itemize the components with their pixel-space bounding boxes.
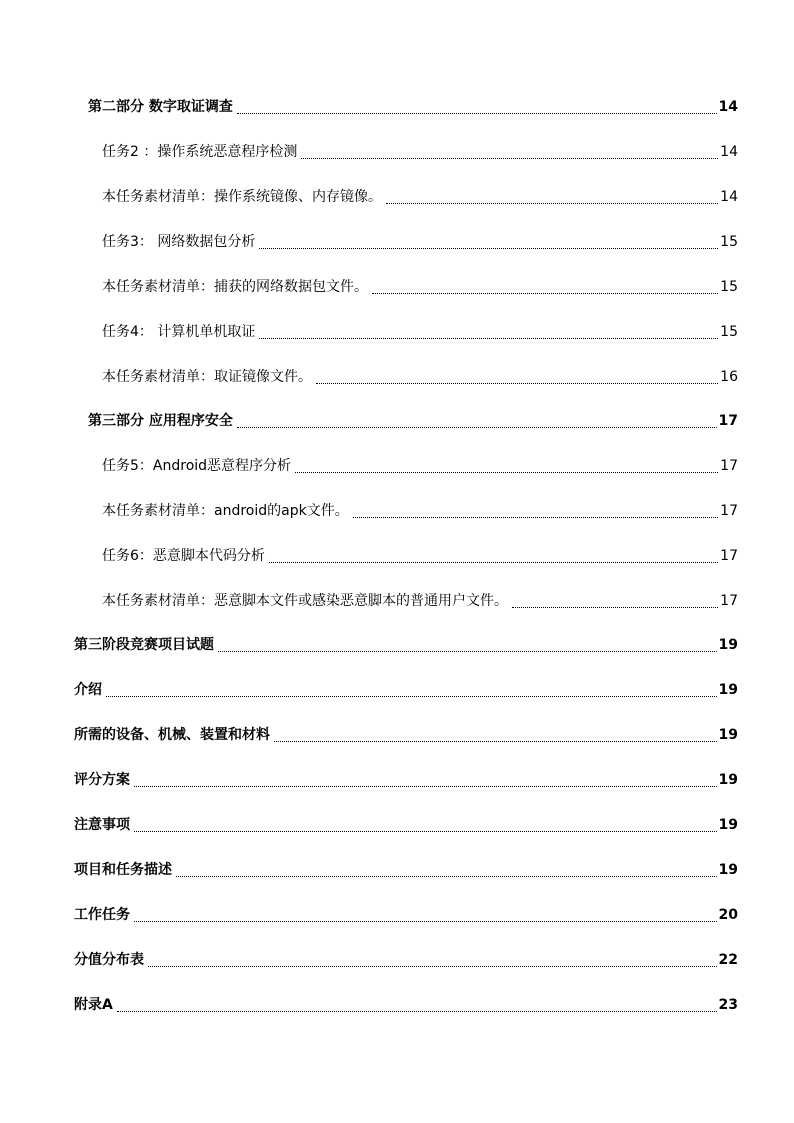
toc-entry-title: 工作任务 [74, 907, 130, 923]
toc-entry-title: 任务2 ：操作系统恶意程序检测 [102, 144, 298, 160]
toc-entry[interactable] [102, 589, 738, 613]
toc-leader-dots [386, 202, 718, 204]
toc-leader-dots [372, 292, 718, 294]
toc-entry-title: 分值分布表 [74, 952, 144, 968]
toc-entry[interactable] [74, 678, 738, 702]
toc-entry[interactable] [74, 768, 738, 792]
toc-entry[interactable] [102, 544, 738, 568]
toc-entry[interactable] [102, 454, 738, 478]
toc-leader-dots [106, 695, 717, 697]
toc-entry[interactable] [102, 365, 738, 389]
toc-entry-page: 19 [718, 862, 738, 878]
toc-entry-page: 17 [720, 458, 738, 474]
toc-entry-title: 任务3： 网络数据包分析 [102, 234, 256, 250]
toc-leader-dots [274, 740, 717, 742]
toc-leader-dots [218, 650, 717, 652]
toc-entry-title: 任务5：Android恶意程序分析 [102, 458, 292, 474]
toc-leader-dots [134, 785, 717, 787]
toc-entry-title: 项目和任务描述 [74, 862, 172, 878]
toc-leader-dots [117, 1010, 717, 1012]
toc-leader-dots [316, 382, 718, 384]
toc-leader-dots [134, 920, 717, 922]
toc-entry-page: 19 [718, 772, 738, 788]
toc-entry-page: 22 [718, 952, 738, 968]
toc-entry-title: 本任务素材清单：取证镜像文件。 [102, 369, 312, 385]
toc-entry-title: 第三阶段竞赛项目试题 [74, 637, 214, 653]
toc-leader-dots [134, 830, 717, 832]
toc-entry-title: 评分方案 [74, 772, 130, 788]
toc-entry-page: 14 [720, 189, 738, 205]
toc-entry-page: 17 [720, 593, 738, 609]
toc-leader-dots [237, 426, 717, 428]
toc-entry[interactable] [102, 320, 738, 344]
toc-entry[interactable] [74, 723, 738, 747]
toc-entry-title: 任务6：恶意脚本代码分析 [102, 548, 265, 564]
toc-entry[interactable] [102, 275, 738, 299]
toc-entry-page: 15 [720, 279, 738, 295]
toc-leader-dots [237, 112, 717, 114]
toc-entry-title: 任务4： 计算机单机取证 [102, 324, 256, 340]
toc-entry[interactable] [102, 140, 738, 164]
toc-leader-dots [176, 875, 717, 877]
toc-entry-title: 第三部分 应用程序安全 [88, 413, 233, 429]
toc-entry-page: 17 [720, 548, 738, 564]
toc-entry[interactable] [74, 813, 738, 837]
toc-entry-title: 本任务素材清单：捕获的网络数据包文件。 [102, 279, 368, 295]
toc-entry[interactable] [74, 633, 738, 657]
toc-entry-page: 19 [718, 637, 738, 653]
toc-entry-page: 16 [720, 369, 738, 385]
toc-entry-title: 本任务素材清单：操作系统镜像、内存镜像。 [102, 189, 382, 205]
toc-entry[interactable] [74, 903, 738, 927]
toc-entry-page: 23 [718, 997, 738, 1013]
toc-leader-dots [512, 606, 718, 608]
toc-leader-dots [148, 965, 717, 967]
toc-leader-dots [353, 516, 718, 518]
toc-leader-dots [269, 561, 718, 563]
toc-entry-page: 15 [720, 234, 738, 250]
toc-entry-title: 第二部分 数字取证调查 [88, 99, 233, 115]
toc-leader-dots [301, 157, 718, 159]
toc-entry-page: 15 [720, 324, 738, 340]
toc-entry[interactable] [74, 993, 738, 1017]
toc-entry[interactable] [74, 948, 738, 972]
toc-entry-page: 17 [720, 503, 738, 519]
toc-entry-title: 所需的设备、机械、装置和材料 [74, 727, 270, 743]
toc-entry-page: 19 [718, 727, 738, 743]
toc-entry-title: 介绍 [74, 682, 102, 698]
toc-entry-title: 附录A [74, 997, 113, 1013]
toc-entry-page: 14 [718, 99, 738, 115]
toc-entry-page: 17 [718, 413, 738, 429]
toc-entry-title: 本任务素材清单：android的apk文件。 [102, 503, 349, 519]
toc-entry[interactable] [102, 499, 738, 523]
toc-entry[interactable] [102, 230, 738, 254]
toc-entry[interactable] [88, 95, 738, 119]
toc-leader-dots [295, 471, 718, 473]
toc-entry-page: 20 [718, 907, 738, 923]
toc-entry-page: 19 [718, 682, 738, 698]
toc-entry[interactable] [74, 858, 738, 882]
toc-entry-title: 本任务素材清单：恶意脚本文件或感染恶意脚本的普通用户文件。 [102, 593, 508, 609]
toc-leader-dots [259, 337, 718, 339]
toc-entry-page: 19 [718, 817, 738, 833]
toc-leader-dots [259, 247, 718, 249]
toc-entry[interactable] [88, 409, 738, 433]
toc-entry-page: 14 [720, 144, 738, 160]
toc-entry-title: 注意事项 [74, 817, 130, 833]
toc-entry[interactable] [102, 185, 738, 209]
